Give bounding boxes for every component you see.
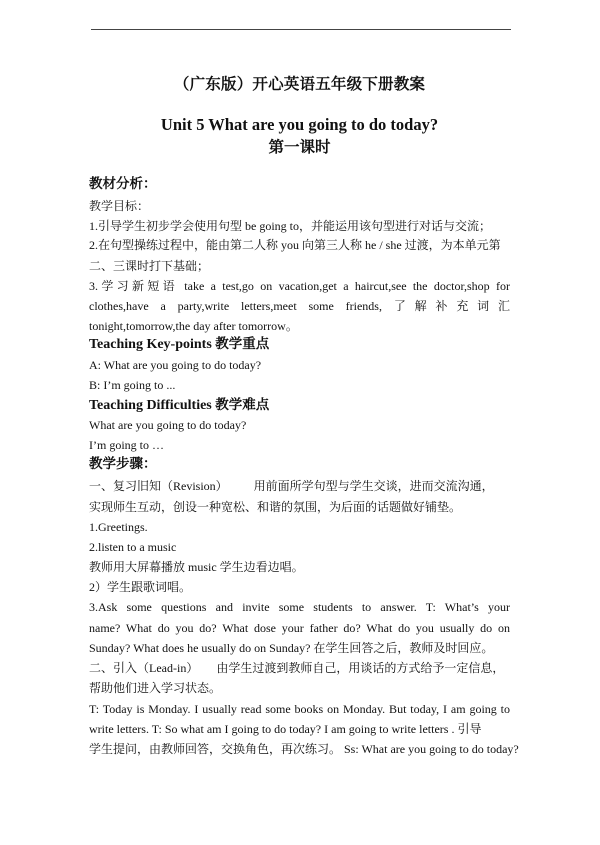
keypoints-heading-en: Teaching Key-points: [89, 337, 212, 352]
goal-label: 教学目标：: [89, 199, 150, 213]
leadin-line-2: 帮助他们进入学习状态。: [89, 681, 222, 695]
leadin-line-1: [89, 661, 510, 676]
goal-item-3-line-2: clothes,have a party,write letters,meet some friends, 了解补充词汇: [89, 299, 510, 313]
analysis-heading: 教材分析：: [89, 176, 157, 192]
leadin-text-1: 由学生过渡到教师自己，用谈话的方式给予一定信息，: [216, 661, 505, 675]
teacher-line-1: T: Today is Monday. I usually read some books on Monday. But today, I am going to: [89, 702, 510, 716]
step-sing: 2）学生跟歌词唱。: [89, 580, 192, 594]
step-ask-line-3: Sunday? What does he usually do on Sunday? 在学生回答之后，教师及时回应。: [89, 641, 494, 655]
step-greetings: 1.Greetings.: [89, 520, 148, 534]
goal-item-3-line-3: tonight,tomorrow,the day after tomorrow。: [89, 319, 298, 333]
step-ask-line-1: 3.Ask some questions and invite some students to answer. T: What’s your: [89, 600, 510, 614]
keypoints-heading-cn: 教学重点: [215, 336, 270, 352]
steps-heading: 教学步骤：: [89, 456, 157, 472]
goal-item-1: 1.引导学生初步学会使用句型 be going to，并能运用该句型进行对话与交流；: [89, 219, 491, 233]
difficulty-line-2: I’m going to …: [89, 438, 164, 452]
lesson-title: 第一课时: [268, 138, 331, 156]
unit-title: Unit 5 What are you going to do today?: [160, 115, 439, 134]
goal-item-2-line-1: 2.在句型操练过程中，能由第二人称 you 向第三人称 he / she 过渡，为本单元第: [89, 238, 501, 252]
document-title: （广东版）开心英语五年级下册教案: [173, 75, 426, 93]
step-music-desc: 教师用大屏幕播放 music 学生边看边唱。: [89, 560, 304, 574]
step-ask-line-2: name? What do you do? What dose your father do? What do you usually do on: [89, 621, 510, 635]
difficulty-line-1: What are you going to do today?: [89, 418, 247, 432]
revision-line-2: 实现师生互动，创设一种宽松、和谐的氛围，为后面的话题做好铺垫。: [89, 500, 462, 514]
revision-line-1: [89, 479, 510, 494]
revision-title: 一、复习旧知（Revision）: [89, 479, 228, 493]
difficulties-heading-en: Teaching Difficulties: [89, 398, 212, 413]
teacher-line-3: 学生提问，由教师回答，交换角色，再次练习。 Ss: What are you going to do today?: [89, 742, 519, 756]
keypoints-heading: [89, 337, 510, 352]
difficulties-heading-cn: 教学难点: [215, 397, 270, 413]
header-rule: [91, 29, 511, 30]
keypoint-line-a: A: What are you going to do today?: [89, 358, 262, 372]
step-music: 2.listen to a music: [89, 540, 177, 554]
difficulties-heading: [89, 398, 510, 413]
goal-item-2-line-2: 二、三课时打下基础；: [89, 259, 210, 273]
leadin-title: 二、引入（Lead-in）: [89, 661, 199, 675]
revision-text-1: 用前面所学句型与学生交谈，进而交流沟通，: [253, 479, 494, 493]
teacher-line-2: write letters. T: So what am I going to do today? I am going to write letters . 引导: [89, 722, 482, 736]
keypoint-line-b: B: I’m going to ...: [89, 378, 176, 392]
goal-item-3-line-1: 3.学习新短语 take a test,go on vacation,get a haircut,see the doctor,shop for: [89, 279, 510, 293]
